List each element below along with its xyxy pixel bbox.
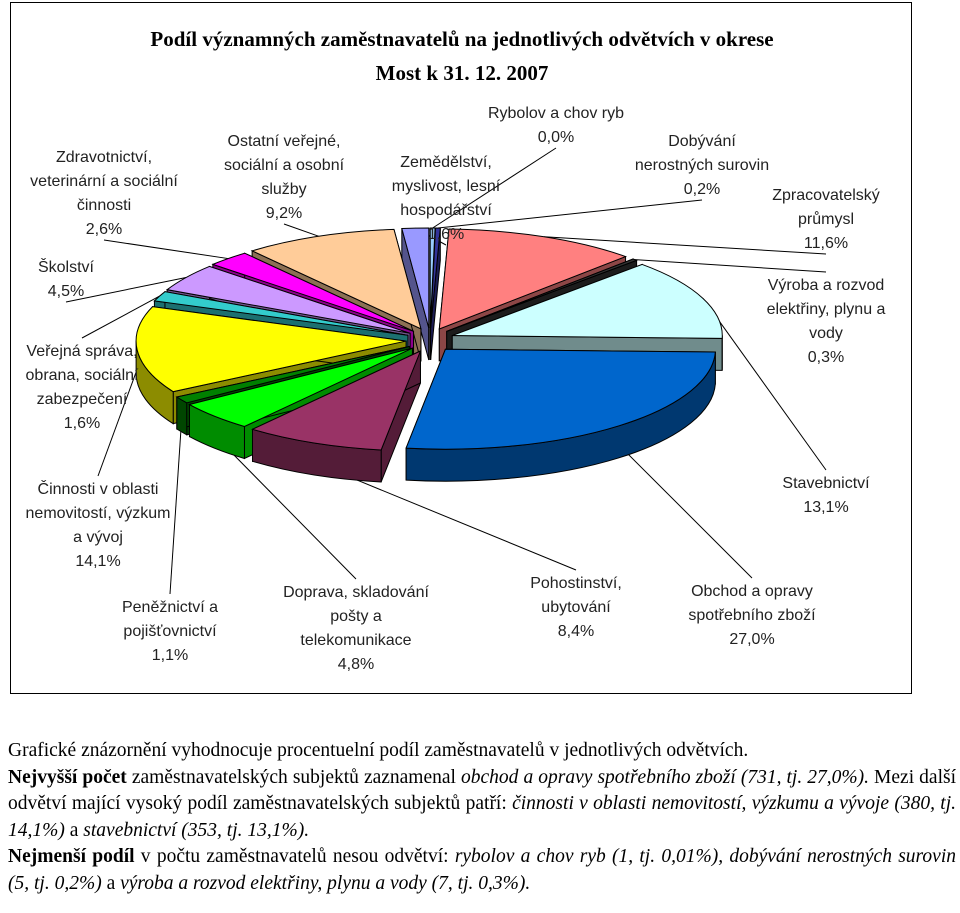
leader-line xyxy=(284,224,319,236)
slice-label: Činnosti v oblasti nemovitostí, výzkum a vývoj 14,1% xyxy=(25,481,171,570)
slice-label: Ostatní veřejné, sociální a osobní služby 9,2% xyxy=(223,133,345,222)
caption-highest-count: Nejvyšší počet xyxy=(8,766,127,788)
slice-label: Zdravotnictví, veterinární a sociální činnosti 2,6% xyxy=(30,149,178,238)
caption-text: zaměstnavatelských subjektů zaznamenal xyxy=(126,766,462,788)
slice-label: Výroba a rozvod elektřiny, plynu a vody 0,3% xyxy=(766,277,886,366)
slice-label: Dobývání nerostných surovin 0,2% xyxy=(634,133,770,198)
leader-line xyxy=(703,298,826,470)
caption-text: a xyxy=(101,872,121,894)
caption-emphasis: obchod a opravy spotřebního zboží (731, tj. 27,0%). xyxy=(461,766,869,788)
slice-label: Pohostinství, ubytování 8,4% xyxy=(530,575,622,640)
caption-emphasis: stavebnictví (353, tj. 13,1%). xyxy=(83,819,310,841)
chart-title-line2: Most k 31. 12. 2007 xyxy=(375,61,549,85)
slice-label: Obchod a opravy spotřebního zboží 27,0% xyxy=(688,583,816,648)
caption-text: a xyxy=(64,819,84,841)
caption-emphasis: výroba a rozvod elektřiny, plynu a vody (7, tj. 0,3%). xyxy=(120,872,531,894)
caption-emphasis: rybolov a chov ryb (1, tj. 0,01%), dobývání nerostných surovin (5, tj. 0,2%) xyxy=(8,846,956,894)
caption-text: v počtu zaměstnavatelů nesou odvětví: xyxy=(134,846,455,867)
caption-lowest-share: Nejmenší podíl xyxy=(8,846,135,867)
slice-label: Doprava, skladování pošty a telekomunikace 4,8% xyxy=(283,584,429,673)
chart-description xyxy=(8,738,956,897)
caption-text: Mezi další odvětví mající vysoký podíl zaměstnavatelských subjektů patří: xyxy=(8,766,956,814)
slice-label: Veřejná správa, obrana, sociální zabezpečení 1,6% xyxy=(25,343,139,432)
slice-label: Rybolov a chov ryb 0,0% xyxy=(487,105,625,146)
leader-line xyxy=(635,260,826,272)
caption-intro: Grafické znázornění vyhodnocuje procentuelní podíl zaměstnavatelů v jednotlivých odvětvích. xyxy=(8,740,749,761)
caption-paragraph-2 xyxy=(8,765,956,845)
slice-label: Peněžnictví a pojišťovnictví 1,1% xyxy=(121,599,219,664)
caption-emphasis: činnosti v oblasti nemovitostí, výzkumu a vývoje (380, tj. 14,1%) xyxy=(8,793,956,841)
slice-label: Zemědělství, myslivost, lesní hospodářství 1,6% xyxy=(391,154,501,243)
leader-line xyxy=(104,240,228,259)
caption-paragraph-1 xyxy=(8,738,956,765)
leader-line xyxy=(98,369,137,476)
slice-label: Stavebnictví 13,1% xyxy=(782,475,870,516)
caption-paragraph-3 xyxy=(8,844,956,897)
slice-label: Školství 4,5% xyxy=(37,259,95,300)
leader-line xyxy=(170,419,182,594)
pie-slice xyxy=(406,349,715,481)
chart-title-line1: Podíl významných zaměstnavatelů na jednotlivých odvětvích v okrese xyxy=(150,27,774,51)
leader-line xyxy=(619,445,752,578)
slice-label: Zpracovatelský průmysl 11,6% xyxy=(772,187,880,252)
pie-slices xyxy=(136,228,722,482)
